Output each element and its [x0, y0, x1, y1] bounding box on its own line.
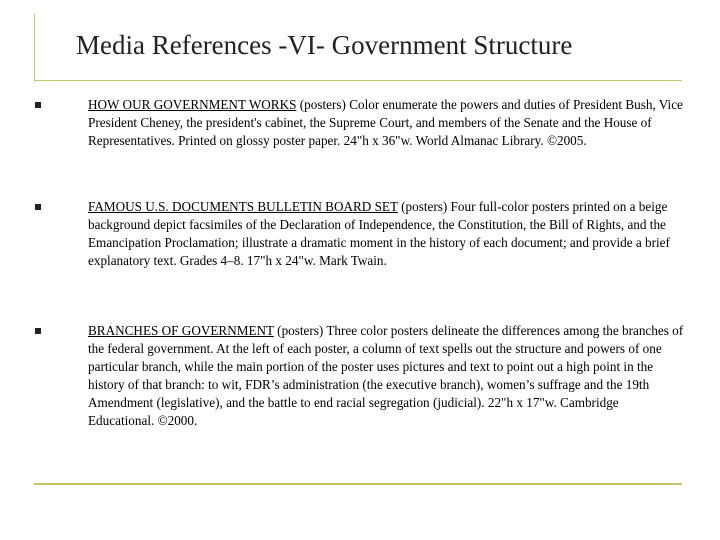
footer-line	[34, 483, 682, 485]
reference-title: BRANCHES OF GOVERNMENT	[88, 323, 274, 338]
reference-title: FAMOUS U.S. DOCUMENTS BULLETIN BOARD SET	[88, 199, 398, 214]
reference-description: (posters) Three color posters delineate the differences among the branches of the federal government. At the left of each poster, a column of text spells out the structure and powers of one particular branch, while the main portion of the poster uses pictures and text to point out a high point in the history of that branch: to wit, FDR’s administration (the executive branch), women’s suffrage and the 19th Amendment (legislative), and the battle to end racial segregation (judicial). 22"h x 17"w. Cambridge Educational. ©2000.	[88, 323, 684, 428]
title-underline	[34, 80, 682, 81]
reference-item-how-our-government-works	[88, 96, 688, 150]
square-bullet-icon	[35, 102, 41, 108]
reference-item-branches-of-government	[88, 322, 688, 430]
reference-description: (posters) Color enumerate the powers and duties of President Bush, Vice President Cheney, the president's cabinet, the Supreme Court, and members of the Senate and the House of Representatives. Printed on glossy poster paper. 24"h x 36"w. World Almanac Library. ©2005.	[88, 97, 683, 148]
square-bullet-icon	[35, 204, 41, 210]
title-accent-vertical-line	[34, 14, 35, 82]
reference-description: (posters) Four full-color posters printed on a beige background depict facsimiles of the Declaration of Independence, the Constitution, the Bill of Rights, and the Emancipation Proclamation; illustrate a dramatic moment in the history of each document; and provide a brief explanatory text. Grades 4–8. 17"h x 24"w. Mark Twain.	[88, 199, 670, 268]
square-bullet-icon	[35, 328, 41, 334]
slide-title: Media References -VI- Government Structure	[76, 30, 573, 60]
reference-item-famous-us-documents	[88, 198, 688, 270]
reference-title: HOW OUR GOVERNMENT WORKS	[88, 97, 297, 112]
